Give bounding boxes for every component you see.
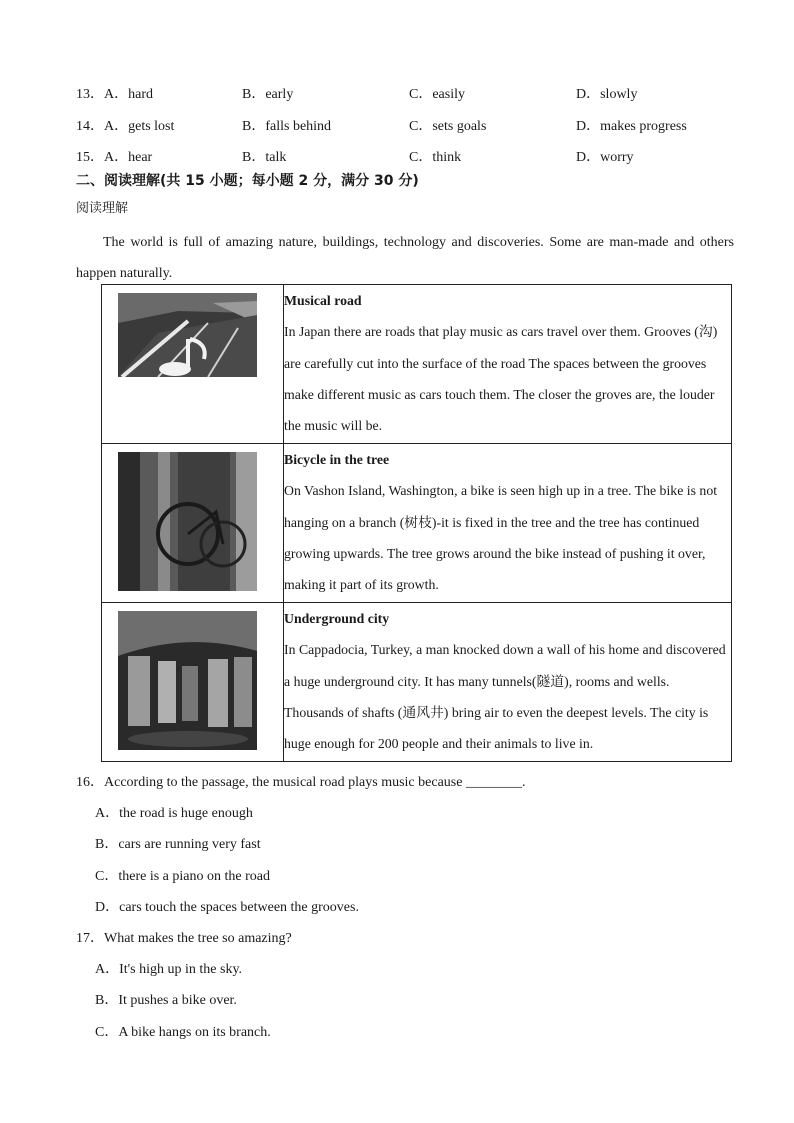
description-cell [284, 285, 732, 444]
option-c: C．sets goals [409, 119, 487, 134]
image-cell [102, 444, 284, 603]
image-cell [102, 603, 284, 762]
question-17: 17．What makes the tree so amazing? [76, 931, 292, 946]
answer-a: A．It's high up in the sky. [95, 962, 243, 977]
question-16: 16．According to the passage, the musical road plays music because ________. [76, 775, 526, 790]
choice-row-13 [76, 83, 736, 103]
table-row [102, 444, 732, 603]
image-cell [102, 285, 284, 444]
question-number: 14． [76, 119, 104, 134]
option-b: B．early [242, 87, 294, 102]
item-title: Bicycle in the tree [284, 452, 390, 467]
musical-road-photo [118, 293, 257, 377]
underground-city-photo [118, 611, 257, 750]
answer-c: C．there is a piano on the road [95, 869, 270, 884]
table-row [102, 603, 732, 762]
answer-a: A．the road is huge enough [95, 806, 253, 821]
choice-row-15 [76, 146, 736, 166]
option-d: D．makes progress [576, 119, 687, 134]
choice-row-14 [76, 115, 736, 135]
answer-c: C．A bike hangs on its branch. [95, 1025, 271, 1040]
item-title: Musical road [284, 293, 362, 308]
answer-b: B．cars are running very fast [95, 837, 261, 852]
intro-paragraph: The world is full of amazing nature, buildings, technology and discoveries. Some are man-made and others happen naturally. [76, 235, 734, 281]
question-number: 15． [76, 150, 104, 165]
option-a [76, 146, 152, 166]
option-a [76, 115, 174, 135]
bicycle-tree-photo [118, 452, 257, 591]
section-subheading: 阅读理解 [76, 201, 129, 216]
item-body: In Cappadocia, Turkey, a man knocked down a wall of his home and discovered a huge underground city. It has many tunnels(隧道), rooms and wells. Thousands of shafts (通风井) bring air to even the deepest levels. The city is huge enough for 200 people and their animals to live in. [284, 642, 726, 752]
option-d: D．slowly [576, 87, 638, 102]
option-text: A．hear [104, 150, 153, 165]
option-a [76, 83, 153, 103]
item-body: In Japan there are roads that play music as cars travel over them. Grooves (沟) are carefully cut into the surface of the road The spaces between the grooves make different music as cars touch them. The closer the groves are, the louder the music will be. [284, 324, 718, 434]
option-b: B．talk [242, 150, 287, 165]
item-title: Underground city [284, 611, 390, 626]
description-cell [284, 603, 732, 762]
option-d: D．worry [576, 150, 634, 165]
table-row [102, 285, 732, 444]
option-c: C．easily [409, 87, 465, 102]
option-text: A．gets lost [104, 119, 175, 134]
passage-table [101, 284, 732, 762]
description-cell [284, 444, 732, 603]
item-body: On Vashon Island, Washington, a bike is seen high up in a tree. The bike is not hanging on a branch (树枝)-it is fixed in the tree and the tree has continued growing upwards. The tree grows around the bike instead of pushing it over, making it part of its growth. [284, 483, 718, 593]
option-text: A．hard [104, 87, 153, 102]
answer-d: D．cars touch the spaces between the grooves. [95, 900, 359, 915]
answer-b: B．It pushes a bike over. [95, 993, 237, 1008]
option-b: B．falls behind [242, 119, 332, 134]
option-c: C．think [409, 150, 462, 165]
section-heading: 二、阅读理解(共 15 小题；每小题 2 分，满分 30 分) [76, 173, 419, 189]
question-number: 13． [76, 87, 104, 102]
